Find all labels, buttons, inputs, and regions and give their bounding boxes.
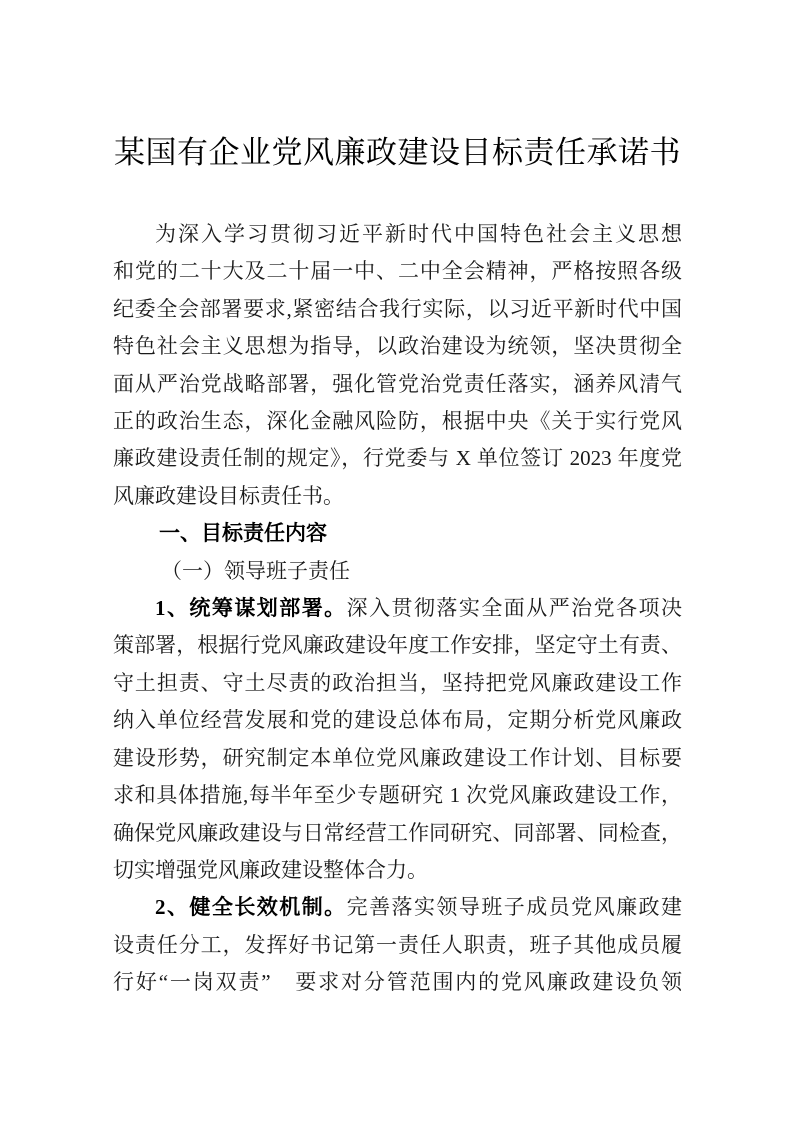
item1-line: 纳入单位经营发展和党的建设总体布局，定期分析党风廉政 — [113, 708, 682, 733]
item1-line: 策部署，根据行党风廉政建设年度工作安排，坚定守土有责、 — [113, 633, 682, 658]
document-content — [113, 0, 682, 1002]
intro-line: 和党的二十大及二十届一中、二中全会精神，严格按照各级 — [113, 259, 682, 284]
item2-first-line — [113, 889, 682, 926]
item1-line: 确保党风廉政建设与日常经营工作同研究、同部署、同检查， — [113, 820, 682, 845]
intro-line: 面从严治党战略部署，强化管党治党责任落实，涵养风清气 — [113, 371, 682, 396]
intro-line: 廉政建设责任制的规定》，行党委与 X 单位签订 2023 年度党 — [113, 446, 682, 471]
item1-line-last: 切实增强党风廉政建设整体合力。 — [113, 857, 428, 882]
document-body — [113, 216, 682, 1002]
intro-line: 正的政治生态，深化金融风险防，根据中央《关于实行党风 — [113, 409, 682, 434]
item2-lead-rest: 完善落实领导班子成员党风廉政建 — [346, 895, 682, 920]
section-heading: 一、目标责任内容 — [159, 522, 327, 546]
document-title: 某国有企业党风廉政建设目标责任承诺书 — [114, 135, 681, 170]
intro-line: 为深入学习贯彻习近平新时代中国特色社会主义思想 — [155, 222, 682, 246]
subsection-heading: （一）领导班子责任 — [161, 558, 350, 583]
item1-line: 建设形势，研究制定本单位党风廉政建设工作计划、目标要 — [113, 745, 682, 770]
intro-line-last: 风廉政建设目标责任书。 — [113, 483, 344, 508]
intro-line: 纪委全会部署要求,紧密结合我行实际，以习近平新时代中国 — [113, 296, 682, 321]
item1-lead: 1、统筹谋划部署。 — [155, 596, 347, 621]
item2-lead: 2、健全长效机制。 — [155, 895, 347, 920]
item2-line: 设责任分工，发挥好书记第一责任人职责，班子其他成员履 — [113, 932, 682, 957]
item1-lead-rest: 深入贯彻落实全面从严治党各项决 — [346, 596, 682, 621]
item1-line: 求和具体措施,每半年至少专题研究 1 次党风廉政建设工作， — [113, 783, 682, 808]
item2-line: 行好“一岗双责” 要求对分管范围内的党风廉政建设负领 — [113, 970, 682, 995]
item1-first-line — [113, 590, 682, 627]
intro-line: 特色社会主义思想为指导，以政治建设为统领，坚决贯彻全 — [113, 334, 682, 359]
item1-line: 守土担责、守土尽责的政治担当，坚持把党风廉政建设工作 — [113, 670, 682, 695]
